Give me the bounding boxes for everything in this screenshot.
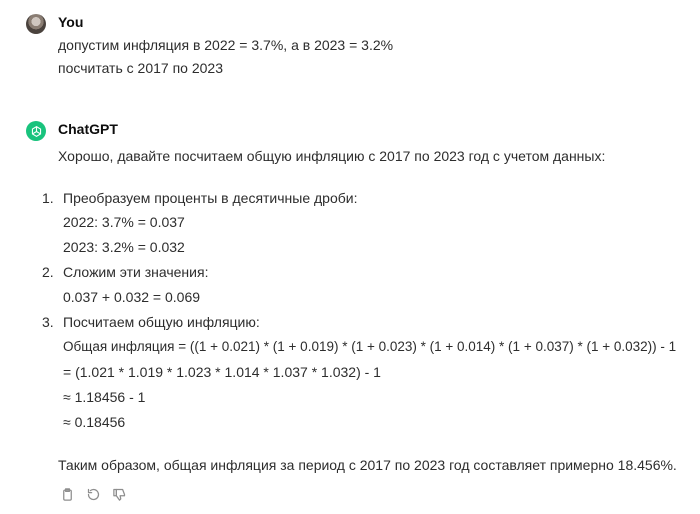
message-actions	[58, 485, 128, 503]
user-author-name: You	[58, 14, 84, 30]
step-line: ≈ 1.18456 - 1	[63, 389, 146, 405]
user-message-line: допустим инфляция в 2022 = 3.7%, а в 2023 = 3.2%	[58, 37, 394, 53]
user-message-line: посчитать с 2017 по 2023	[58, 60, 223, 76]
avatar	[26, 14, 46, 34]
step-line: ≈ 0.18456	[63, 414, 126, 430]
regenerate-icon	[86, 487, 101, 502]
thumbs-down-icon	[112, 487, 127, 502]
copy-icon	[60, 487, 75, 502]
assistant-intro: Хорошо, давайте посчитаем общую инфляцию с 2017 по 2023 год с учетом данных:	[58, 148, 606, 164]
step-title: Сложим эти значения:	[63, 264, 209, 280]
step-line: 2022: 3.7% = 0.037	[63, 214, 185, 230]
list-number: 3.	[42, 314, 54, 330]
step-line: = (1.021 * 1.019 * 1.023 * 1.014 * 1.037 * 1.032) - 1	[63, 364, 381, 380]
step-title: Преобразуем проценты в десятичные дроби:	[63, 190, 358, 206]
assistant-author-name: ChatGPT	[58, 121, 118, 137]
step-line: 2023: 3.2% = 0.032	[63, 239, 185, 255]
step-line: Общая инфляция = ((1 + 0.021) * (1 + 0.019) * (1 + 0.023) * (1 + 0.014) * (1 + 0.037) * (1 + 0.032)) - 1	[63, 339, 677, 354]
list-number: 1.	[42, 190, 54, 206]
regenerate-button[interactable]	[84, 485, 102, 503]
step-line: 0.037 + 0.032 = 0.069	[63, 289, 201, 305]
copy-button[interactable]	[58, 485, 76, 503]
thumbs-down-button[interactable]	[110, 485, 128, 503]
chatgpt-logo-icon	[26, 121, 46, 141]
assistant-conclusion: Таким образом, общая инфляция за период с 2017 по 2023 год составляет примерно 18.456%.	[58, 457, 677, 473]
list-number: 2.	[42, 264, 54, 280]
step-title: Посчитаем общую инфляцию:	[63, 314, 260, 330]
